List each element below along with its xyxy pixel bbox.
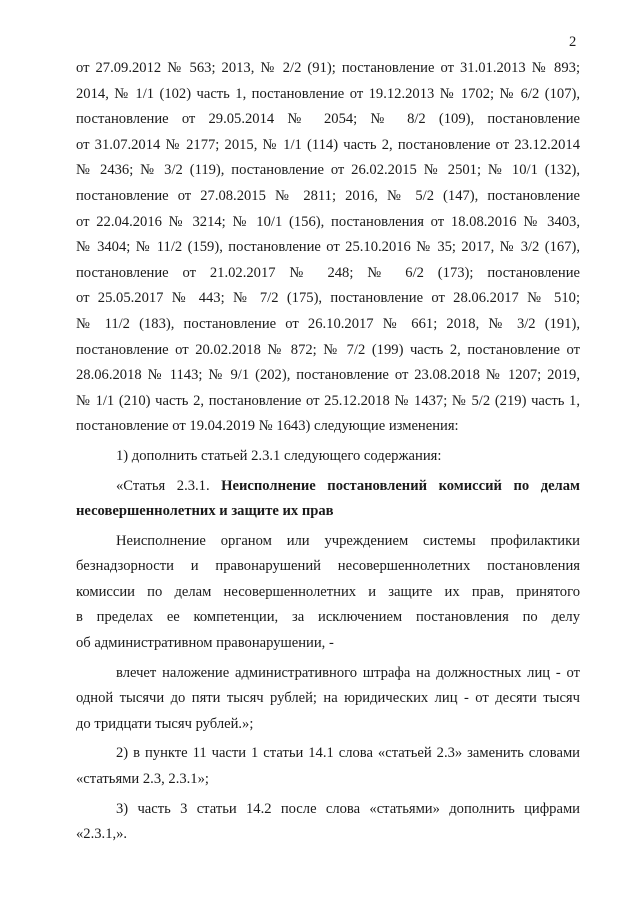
text-line: Неисполнение органом или учреждением системы профилактики: [116, 532, 580, 549]
paragraph-amendment-list: [76, 56, 580, 440]
text-line: в пределах ее компетенции, за исключением постановления по делу: [76, 609, 580, 626]
text-line: № 11/2 (183), постановление от 26.10.2017 № 661; 2018, № 3/2 (191),: [76, 315, 580, 332]
text-line: от 22.04.2016 № 3214; № 10/1 (156), постановления от 18.08.2016 № 3403,: [76, 213, 580, 230]
text-line: постановление от 20.02.2018 № 872; № 7/2 (199) часть 2, постановление от: [76, 341, 580, 358]
text-line: одной тысячи до пяти тысяч рублей; на юридических лиц - от десяти тысяч: [76, 690, 580, 707]
text-line: 28.06.2018 № 1143; № 9/1 (202), постановление от 23.08.2018 № 1207; 2019,: [76, 367, 580, 384]
text-line: «2.3.1,».: [76, 826, 128, 843]
page-number: 2: [569, 34, 577, 50]
text-line: безнадзорности и правонарушений несовершеннолетних постановления: [76, 558, 580, 575]
text-line: от 27.09.2012 № 563; 2013, № 2/2 (91); постановление от 31.01.2013 № 893;: [76, 60, 580, 76]
text-line: от 25.05.2017 № 443; № 7/2 (175), постановление от 28.06.2017 № 510;: [76, 290, 580, 307]
text-line: до тридцати тысяч рублей.»;: [76, 715, 254, 732]
text-line: об административном правонарушении, -: [76, 635, 334, 652]
text-line: «статьями 2.3, 2.3.1»;: [76, 771, 209, 788]
article-prefix: «Статья 2.3.1.: [116, 477, 210, 494]
text-line: влечет наложение административного штрафа на должностных лиц - от: [116, 664, 580, 681]
article-title-continued: несовершеннолетних и защите их прав: [76, 503, 334, 520]
text-line: постановление от 19.04.2019 № 1643) следующие изменения:: [76, 418, 459, 435]
paragraph-article-body: [76, 529, 580, 657]
paragraph-item-3: [76, 797, 580, 848]
text-line: комиссии по делам несовершеннолетних и защите их прав, принятого: [76, 583, 580, 600]
article-heading-line: [76, 474, 580, 500]
text-line: 2014, № 1/1 (102) часть 1, постановление от 19.12.2013 № 1702; № 6/2 (107),: [76, 85, 580, 102]
text-line: постановление от 29.05.2014 № 2054; № 8/2 (109), постановление: [76, 111, 580, 128]
text-line: № 3404; № 11/2 (159), постановление от 25.10.2016 № 35; 2017, № 3/2 (167),: [76, 239, 580, 256]
text-line: 1) дополнить статьей 2.3.1 следующего содержания:: [116, 447, 442, 464]
text-line: постановление от 21.02.2017 № 248; № 6/2 (173); постановление: [76, 264, 580, 281]
text-line: 3) часть 3 статьи 14.2 после слова «статьями» дополнить цифрами: [116, 800, 580, 817]
text-line: от 31.07.2014 № 2177; 2015, № 1/1 (114) часть 2, постановление от 23.12.2014: [76, 136, 580, 153]
text-line: № 2436; № 3/2 (119), постановление от 26.02.2015 № 2501; № 10/1 (132),: [76, 162, 580, 179]
text-line: постановление от 27.08.2015 № 2811; 2016, № 5/2 (147), постановление: [76, 187, 580, 204]
paragraph-item-1: [76, 444, 580, 470]
paragraph-sanction: [76, 661, 580, 738]
article-heading: [76, 474, 580, 525]
text-line: № 1/1 (210) часть 2, постановление от 25.12.2018 № 1437; № 5/2 (219) часть 1,: [76, 392, 580, 409]
text-line: 2) в пункте 11 части 1 статьи 14.1 слова «статьей 2.3» заменить словами: [116, 745, 580, 762]
article-title: Неисполнение постановлений комиссий по делам: [221, 477, 580, 494]
paragraph-item-2: [76, 741, 580, 792]
